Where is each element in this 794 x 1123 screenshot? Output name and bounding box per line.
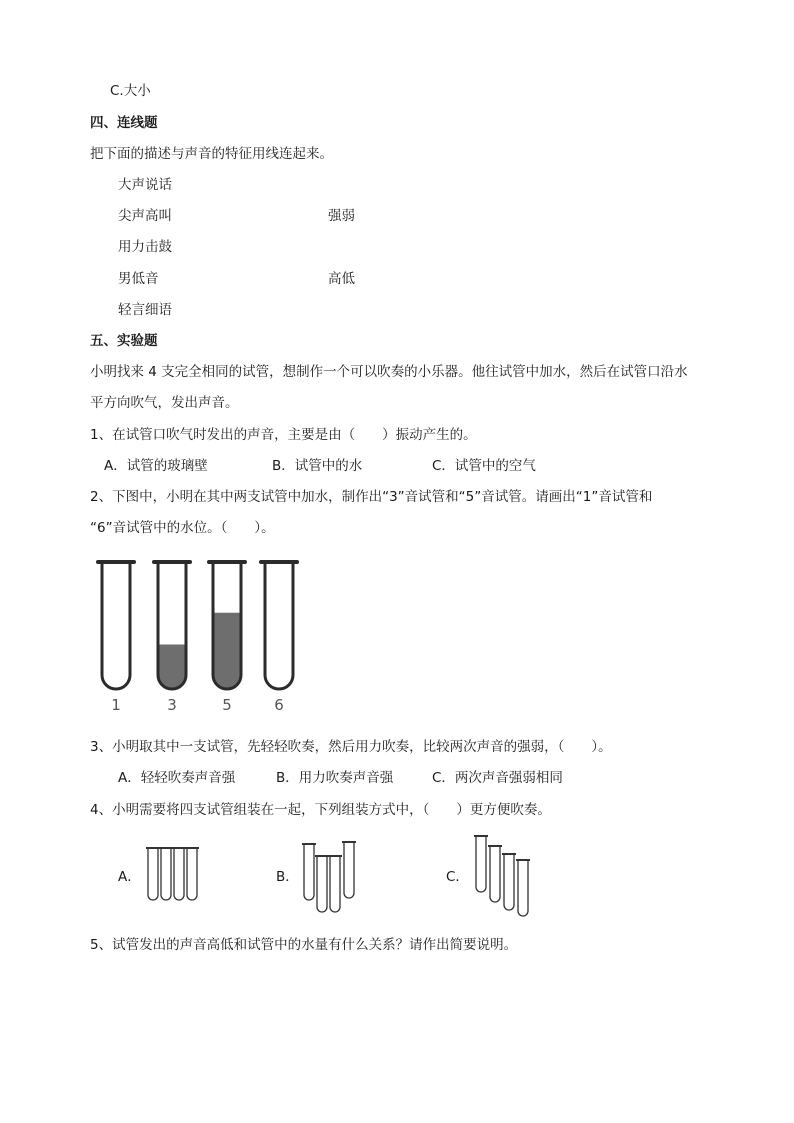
question-4-option-c: C． [446, 869, 469, 885]
question-3-option-a: A．轻轻吹奏声音强 [118, 770, 236, 786]
question-3: 3、小明取其中一支试管，先轻轻吹奏，然后用力吹奏，比较两次声音的强弱，（ ）。 [90, 739, 612, 755]
match-left-item: 尖声高叫 [118, 208, 172, 224]
section-5-title: 五、实验题 [90, 333, 158, 349]
tube-arrangement-c [472, 830, 542, 920]
small-test-tube [330, 856, 340, 912]
small-test-tube [174, 848, 184, 900]
test-tube [213, 562, 241, 689]
previous-option-c: C.大小 [110, 83, 151, 99]
match-left-item: 大声说话 [118, 177, 172, 193]
small-test-tube [476, 836, 486, 892]
section-4-title: 四、连线题 [90, 115, 158, 131]
small-test-tube [490, 846, 500, 902]
small-test-tube [504, 854, 514, 910]
tube-number-label: 1 [111, 696, 121, 714]
section-4-instruction: 把下面的描述与声音的特征用线连起来。 [90, 146, 333, 162]
small-test-tube [187, 848, 197, 900]
water-fill [213, 613, 241, 689]
test-tube [265, 562, 293, 689]
question-4: 4、小明需要将四支试管组装在一起，下列组装方式中，（ ）更方便吹奏。 [90, 802, 551, 818]
tube-arrangement-a [144, 842, 214, 906]
small-test-tube [161, 848, 171, 900]
small-test-tube [148, 848, 158, 900]
question-3-option-b: B．用力吹奏声音强 [276, 770, 394, 786]
question-2: 2、下图中，小明在其中两支试管中加水，制作出“3”音试管和“5”音试管。请画出“1”音试管和 [90, 489, 653, 505]
tube-number-label: 3 [167, 696, 177, 714]
question-1: 1、在试管口吹气时发出的声音，主要是由（ ）振动产生的。 [90, 427, 477, 443]
small-test-tube [317, 856, 327, 912]
water-fill [158, 645, 186, 689]
match-right-item: 高低 [328, 271, 355, 287]
tube-arrangement-b [298, 836, 368, 916]
test-tube [102, 562, 130, 689]
section-5-intro-cont: 平方向吹气，发出声音。 [90, 395, 239, 411]
match-left-item: 用力击鼓 [118, 239, 172, 255]
section-5-intro: 小明找来 4 支完全相同的试管，想制作一个可以吹奏的小乐器。他往试管中加水，然后在试管口沿水 [90, 364, 688, 380]
match-right-item: 强弱 [328, 208, 355, 224]
match-left-item: 男低音 [118, 271, 159, 287]
question-3-option-c: C．两次声音强弱相同 [432, 770, 563, 786]
small-test-tube [304, 844, 314, 900]
small-test-tube [344, 842, 354, 898]
tube-number-label: 6 [274, 696, 284, 714]
question-5: 5、试管发出的声音高低和试管中的水量有什么关系？请作出简要说明。 [90, 937, 518, 953]
question-1-option-b: B．试管中的水 [272, 458, 363, 474]
question-1-option-a: A．试管的玻璃壁 [104, 458, 208, 474]
match-left-item: 轻言细语 [118, 302, 172, 318]
question-4-option-b: B． [276, 869, 299, 885]
question-4-option-a: A． [118, 869, 141, 885]
question-2-cont: “6”音试管中的水位。（ ）。 [90, 520, 275, 536]
tube-number-label: 5 [222, 696, 232, 714]
small-test-tube [518, 860, 528, 916]
question-1-option-c: C．试管中的空气 [432, 458, 536, 474]
test-tube [158, 562, 186, 689]
